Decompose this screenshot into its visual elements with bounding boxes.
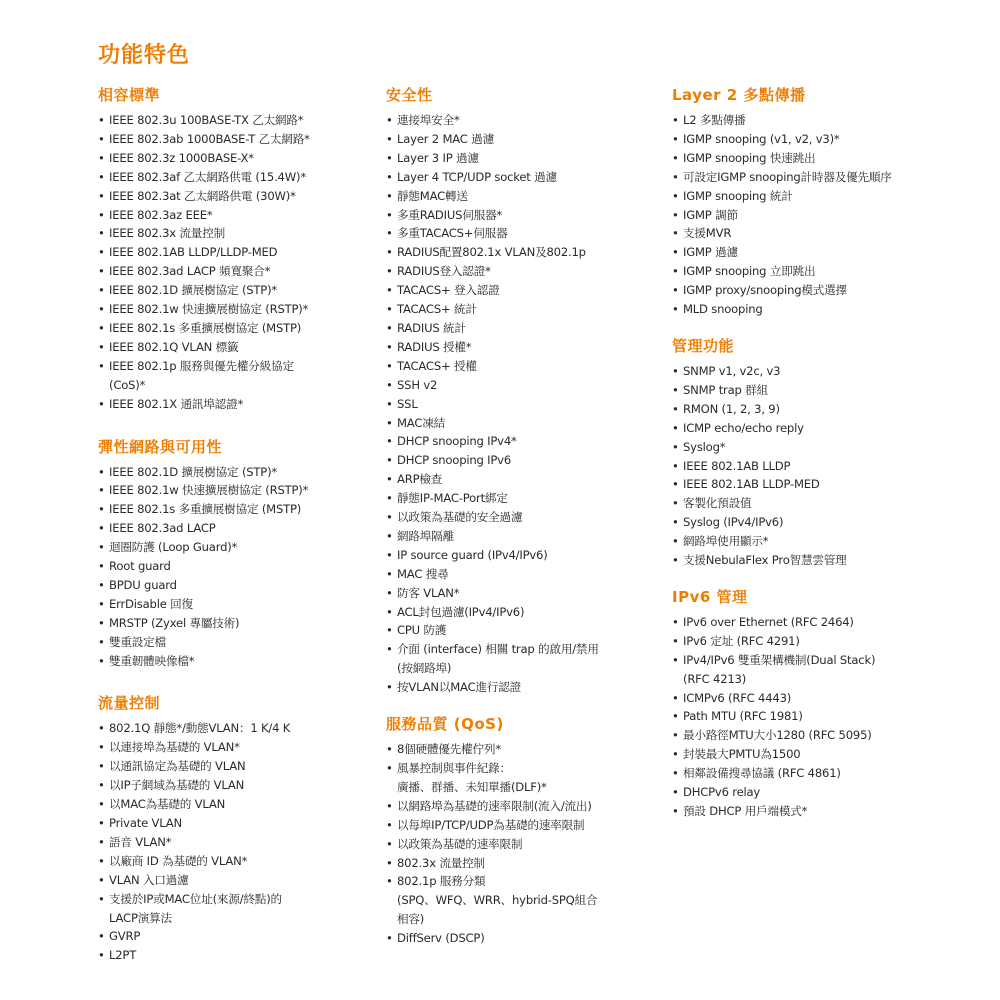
section <box>672 335 994 570</box>
feature-text: 網路埠使用顯示* <box>683 534 769 549</box>
section-heading: IPv6 管理 <box>672 587 748 606</box>
feature-text: RMON (1, 2, 3, 9) <box>683 401 780 416</box>
feature-text: 網路埠隔離 <box>397 528 454 543</box>
feature-text: 以連接埠為基礎的 VLAN* <box>109 740 240 755</box>
feature-text: DHCP snooping IPv6 <box>397 453 512 468</box>
feature-text: IEEE 802.3z 1000BASE-X* <box>109 150 254 165</box>
feature-text: 靜態MAC轉送 <box>397 188 468 203</box>
feature-text: 以網路埠為基礎的速率限制(流入/流出) <box>397 798 592 813</box>
feature-text-continued: (SPQ、WFQ、WRR、hybrid-SPQ組合 <box>397 893 598 908</box>
feature-item <box>386 206 668 225</box>
feature-item <box>98 481 376 500</box>
feature-item <box>98 463 376 482</box>
feature-item <box>98 111 376 130</box>
feature-item <box>98 281 376 300</box>
feature-item <box>386 338 668 357</box>
feature-text: IEEE 802.3ad LACP <box>109 521 216 536</box>
feature-item <box>98 927 376 946</box>
feature-item <box>386 621 668 640</box>
feature-item <box>98 833 376 852</box>
feature-item <box>672 206 994 225</box>
feature-item <box>672 400 994 419</box>
feature-text: IEEE 802.3at 乙太網路供電 (30W)* <box>109 188 296 203</box>
feature-item <box>98 300 376 319</box>
feature-item <box>672 513 994 532</box>
feature-item <box>386 111 668 130</box>
feature-text: ICMP echo/echo reply <box>683 420 804 435</box>
feature-text: RADIUS 授權* <box>397 339 472 354</box>
feature-item <box>386 546 668 565</box>
feature-item <box>672 262 994 281</box>
feature-item <box>672 613 994 632</box>
feature-item <box>672 651 994 689</box>
feature-item <box>672 438 994 457</box>
feature-item <box>672 532 994 551</box>
feature-item <box>386 262 668 281</box>
feature-text-continued: (按網路埠) <box>397 661 452 676</box>
feature-item <box>98 262 376 281</box>
feature-text: IEEE 802.3af 乙太網路供電 (15.4W)* <box>109 169 306 184</box>
feature-item <box>672 419 994 438</box>
feature-text: 風暴控制與事件紀錄： <box>397 761 511 775</box>
feature-text: Root guard <box>109 559 171 574</box>
feature-item <box>672 130 994 149</box>
feature-item <box>672 726 994 745</box>
feature-text: SNMP v1, v2c, v3 <box>683 363 781 378</box>
feature-text: IEEE 802.1w 快速擴展樹協定 (RSTP)* <box>109 302 309 317</box>
feature-item <box>98 206 376 225</box>
feature-item <box>672 457 994 476</box>
feature-list <box>672 613 994 821</box>
feature-item <box>386 451 668 470</box>
feature-list <box>98 463 376 671</box>
feature-text: L2PT <box>109 948 137 963</box>
feature-text: ErrDisable 回復 <box>109 596 193 611</box>
feature-text: IGMP 過濾 <box>683 245 738 260</box>
feature-item <box>386 678 668 697</box>
feature-text: IPv4/IPv6 雙重架構機制(Dual Stack) <box>683 652 876 667</box>
feature-text: 以MAC為基礎的 VLAN <box>109 797 226 812</box>
feature-text: IEEE 802.3ad LACP 頻寬聚合* <box>109 264 271 279</box>
feature-text: IEEE 802.3ab 1000BASE-T 乙太網路* <box>109 131 310 146</box>
feature-text: 相鄰設備搜尋協議 (RFC 4861) <box>683 766 841 781</box>
feature-text: IEEE 802.1s 多重擴展樹協定 (MSTP) <box>109 502 302 517</box>
feature-text: 以通訊協定為基礎的 VLAN <box>109 759 246 774</box>
feature-item <box>386 640 668 678</box>
section-heading: Layer 2 多點傳播 <box>672 86 806 104</box>
feature-text: RADIUS登入認證* <box>397 264 491 279</box>
feature-item <box>98 795 376 814</box>
feature-item <box>672 300 994 319</box>
feature-item <box>386 835 668 854</box>
section-heading: 流量控制 <box>98 694 161 713</box>
feature-item <box>386 816 668 835</box>
feature-text: 按VLAN以MAC進行認證 <box>397 680 522 695</box>
feature-text: GVRP <box>109 929 141 944</box>
feature-item <box>672 707 994 726</box>
feature-text: SSL <box>397 396 418 411</box>
feature-item <box>386 300 668 319</box>
feature-text: 以政策為基礎的安全過濾 <box>397 510 523 525</box>
feature-text: ACL封包過濾(IPv4/IPv6) <box>397 604 525 619</box>
feature-text: DHCPv6 relay <box>683 785 761 800</box>
feature-text: 連接埠安全* <box>397 113 460 127</box>
feature-text: TACACS+ 授權 <box>397 358 477 373</box>
feature-item <box>98 946 376 965</box>
feature-text: IEEE 802.1p 服務與優先權分級協定 <box>109 358 294 373</box>
section-heading: 彈性網路與可用性 <box>98 437 223 456</box>
feature-item <box>672 494 994 513</box>
feature-text: IGMP 調節 <box>683 207 738 222</box>
feature-text: Layer 4 TCP/UDP socket 過濾 <box>397 169 557 184</box>
feature-list <box>386 111 668 697</box>
feature-text: ICMPv6 (RFC 4443) <box>683 690 792 705</box>
feature-item <box>386 130 668 149</box>
feature-item <box>386 432 668 451</box>
feature-list <box>672 362 994 570</box>
section <box>98 84 376 414</box>
feature-item <box>98 557 376 576</box>
feature-text: IPv6 定址 (RFC 4291) <box>683 633 800 648</box>
feature-text: IEEE 802.1Q VLAN 標籤 <box>109 339 239 354</box>
feature-text: DiffServ (DSCP) <box>397 931 485 946</box>
feature-item <box>98 814 376 833</box>
column-left <box>98 84 376 965</box>
feature-text: IEEE 802.1D 擴展樹協定 (STP)* <box>109 464 278 479</box>
feature-text: IEEE 802.3x 流量控制 <box>109 226 225 241</box>
feature-item <box>386 603 668 622</box>
feature-item <box>672 764 994 783</box>
feature-item <box>98 576 376 595</box>
feature-text: 迴圈防護 (Loop Guard)* <box>109 540 238 555</box>
feature-text: 802.1p 服務分類 <box>397 874 486 889</box>
feature-item <box>98 757 376 776</box>
feature-text: MAC 搜尋 <box>397 566 449 581</box>
feature-item <box>672 111 994 130</box>
feature-item <box>386 470 668 489</box>
feature-text: IEEE 802.1AB LLDP/LLDP-MED <box>109 245 278 260</box>
feature-item <box>386 929 668 948</box>
feature-item <box>98 187 376 206</box>
feature-text: 雙重韌體映像檔* <box>109 653 195 668</box>
feature-text: 支援於IP或MAC位址(來源/終點)的 <box>109 891 282 906</box>
feature-text: 支援NebulaFlex Pro智慧雲管理 <box>683 553 847 568</box>
feature-text: 介面 (interface) 相關 trap 的啟用/禁用 <box>397 642 599 657</box>
feature-item <box>98 319 376 338</box>
feature-text: IGMP snooping 立即跳出 <box>683 264 816 279</box>
feature-text: MAC凍結 <box>397 415 446 430</box>
feature-item <box>386 797 668 816</box>
feature-text: Private VLAN <box>109 816 182 830</box>
feature-item <box>98 595 376 614</box>
feature-text: IGMP snooping (v1, v2, v3)* <box>683 131 840 146</box>
feature-text: TACACS+ 統計 <box>397 302 477 317</box>
feature-list <box>98 719 376 965</box>
feature-text: Syslog* <box>683 439 726 454</box>
feature-item <box>98 149 376 168</box>
feature-item <box>98 890 376 928</box>
feature-text: IGMP snooping 統計 <box>683 188 793 203</box>
feature-item <box>386 854 668 873</box>
feature-text: IEEE 802.1w 快速擴展樹協定 (RSTP)* <box>109 483 309 498</box>
feature-item <box>386 395 668 414</box>
page-title: 功能特色 <box>98 43 191 68</box>
feature-text-continued: 相容) <box>397 912 425 927</box>
feature-item <box>98 633 376 652</box>
feature-item <box>98 852 376 871</box>
feature-text: L2 多點傳播 <box>683 113 746 127</box>
feature-text: 以政策為基礎的速率限制 <box>397 836 523 851</box>
feature-text-continued: LACP演算法 <box>109 910 172 925</box>
feature-text: 封裝最大PMTU為1500 <box>683 747 801 762</box>
feature-text: IEEE 802.1AB LLDP-MED <box>683 477 820 492</box>
feature-text: 靜態IP-MAC-Port綁定 <box>397 491 508 506</box>
feature-text: 最小路徑MTU大小1280 (RFC 5095) <box>683 728 872 743</box>
feature-item <box>672 381 994 400</box>
feature-item <box>386 584 668 603</box>
section-heading: 管理功能 <box>672 336 735 355</box>
feature-text: RADIUS配置802.1x VLAN及802.1p <box>397 245 586 260</box>
feature-item <box>386 414 668 433</box>
feature-list <box>386 740 668 948</box>
feature-item <box>672 168 994 187</box>
feature-item <box>672 632 994 651</box>
feature-text: 以廠商 ID 為基礎的 VLAN* <box>109 853 248 868</box>
section <box>386 84 668 697</box>
feature-item <box>98 871 376 890</box>
feature-item <box>98 338 376 357</box>
feature-text: IEEE 802.1s 多重擴展樹協定 (MSTP) <box>109 320 302 335</box>
feature-text: Syslog (IPv4/IPv6) <box>683 515 784 530</box>
feature-text: 以IP子網域為基礎的 VLAN <box>109 778 245 793</box>
feature-text-continued: 廣播、群播、未知單播(DLF)* <box>397 779 547 794</box>
feature-text: IEEE 802.3u 100BASE-TX 乙太網路* <box>109 113 304 127</box>
feature-item <box>386 759 668 797</box>
feature-text: IEEE 802.1X 通訊埠認證* <box>109 396 244 411</box>
feature-item <box>98 719 376 738</box>
feature-item <box>672 362 994 381</box>
feature-text: 8個硬體優先權佇列* <box>397 742 501 757</box>
feature-text: SNMP trap 群組 <box>683 382 768 397</box>
feature-item <box>98 652 376 671</box>
feature-item <box>386 527 668 546</box>
feature-text: SSH v2 <box>397 377 438 392</box>
feature-text: 客製化預設值 <box>683 496 752 511</box>
feature-item <box>98 130 376 149</box>
feature-list <box>672 111 994 319</box>
feature-item <box>386 224 668 243</box>
feature-item <box>672 243 994 262</box>
feature-text: IEEE 802.3az EEE* <box>109 207 213 222</box>
feature-text: IEEE 802.1D 擴展樹協定 (STP)* <box>109 283 278 298</box>
feature-item <box>672 551 994 570</box>
feature-item <box>98 519 376 538</box>
feature-item <box>386 565 668 584</box>
feature-text: 預設 DHCP 用戶端模式* <box>683 804 808 818</box>
section <box>98 436 376 671</box>
feature-text: DHCP snooping IPv4* <box>397 434 517 449</box>
column-middle <box>386 84 668 948</box>
feature-item <box>672 802 994 821</box>
feature-item <box>386 187 668 206</box>
feature-item <box>672 224 994 243</box>
feature-item <box>386 872 668 929</box>
section <box>98 692 376 965</box>
section <box>672 586 994 821</box>
feature-list <box>98 111 376 414</box>
feature-text: Layer 2 MAC 過濾 <box>397 131 494 146</box>
section <box>672 84 994 319</box>
feature-text: 語音 VLAN* <box>109 834 172 849</box>
feature-item <box>672 475 994 494</box>
feature-text: 以每埠IP/TCP/UDP為基礎的速率限制 <box>397 817 585 832</box>
feature-item <box>98 357 376 395</box>
feature-item <box>386 243 668 262</box>
feature-item <box>386 319 668 338</box>
feature-text: 雙重設定檔 <box>109 634 166 649</box>
feature-item <box>672 745 994 764</box>
feature-text: CPU 防護 <box>397 623 447 638</box>
feature-item <box>672 783 994 802</box>
feature-item <box>98 500 376 519</box>
feature-item <box>98 738 376 757</box>
feature-text: IPv6 over Ethernet (RFC 2464) <box>683 614 854 629</box>
feature-text: BPDU guard <box>109 577 177 592</box>
feature-text: 支援MVR <box>683 226 732 241</box>
feature-text: 防客 VLAN* <box>397 585 460 600</box>
feature-text: Layer 3 IP 過濾 <box>397 150 479 165</box>
feature-text: MLD snooping <box>683 302 763 317</box>
feature-item <box>672 281 994 300</box>
feature-text: IGMP proxy/snooping模式選擇 <box>683 283 847 298</box>
feature-item <box>386 168 668 187</box>
feature-item <box>672 689 994 708</box>
feature-text: IGMP snooping 快速跳出 <box>683 150 816 165</box>
feature-text: ARP檢查 <box>397 472 443 487</box>
feature-text: TACACS+ 登入認證 <box>397 283 500 298</box>
feature-item <box>98 243 376 262</box>
feature-text: RADIUS 統計 <box>397 320 466 335</box>
feature-text-continued: (CoS)* <box>109 377 146 392</box>
feature-item <box>672 187 994 206</box>
feature-item <box>386 149 668 168</box>
feature-item <box>386 489 668 508</box>
feature-text: 多重RADIUS伺服器* <box>397 207 503 222</box>
feature-text: VLAN 入口過濾 <box>109 872 189 887</box>
section <box>386 713 668 948</box>
column-right <box>672 84 994 821</box>
feature-text: IP source guard (IPv4/IPv6) <box>397 547 548 562</box>
feature-text: 802.1Q 靜態*/動態VLAN：1 K/4 K <box>109 721 291 736</box>
feature-item <box>672 149 994 168</box>
feature-item <box>386 740 668 759</box>
feature-text: MRSTP (Zyxel 專屬技術) <box>109 615 240 630</box>
section-heading: 安全性 <box>386 86 433 104</box>
feature-item <box>98 395 376 414</box>
feature-item <box>98 776 376 795</box>
feature-item <box>386 376 668 395</box>
feature-item <box>386 357 668 376</box>
feature-text: IEEE 802.1AB LLDP <box>683 458 791 473</box>
section-heading: 相容標準 <box>98 86 161 104</box>
feature-text: 802.3x 流量控制 <box>397 855 485 870</box>
section-heading: 服務品質 (QoS) <box>386 715 504 734</box>
feature-item <box>386 508 668 527</box>
feature-text: Path MTU (RFC 1981) <box>683 709 803 724</box>
feature-item <box>386 281 668 300</box>
feature-text-continued: (RFC 4213) <box>683 671 747 686</box>
feature-item <box>98 168 376 187</box>
feature-item <box>98 614 376 633</box>
feature-item <box>98 538 376 557</box>
feature-text: 可設定IGMP snooping計時器及優先順序 <box>683 169 892 184</box>
feature-item <box>98 224 376 243</box>
feature-text: 多重TACACS+伺服器 <box>397 226 508 241</box>
